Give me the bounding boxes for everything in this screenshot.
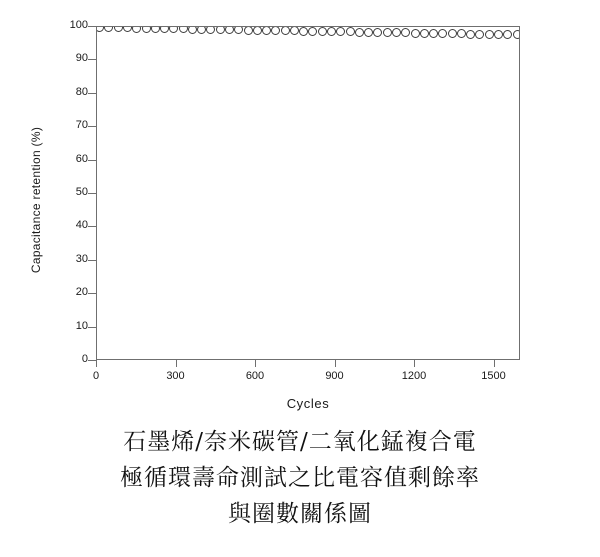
x-axis-tick: [255, 360, 256, 367]
y-axis-tick: [88, 226, 96, 227]
data-point-marker: [169, 27, 178, 33]
data-point-marker: [151, 27, 160, 33]
y-axis-tick: [88, 93, 96, 94]
y-axis-tick: [88, 327, 96, 328]
data-point-marker: [132, 27, 141, 33]
y-axis-tick: [88, 160, 96, 161]
data-point-marker: [234, 27, 243, 34]
data-point-marker: [225, 27, 234, 34]
data-point-marker: [494, 30, 503, 39]
data-point-marker: [513, 30, 519, 39]
y-axis-tick-label: 20: [75, 286, 88, 299]
caption-line-1: 石墨烯/奈米碳管/二氧化錳複合電: [123, 429, 477, 455]
data-point-marker: [206, 27, 215, 34]
data-point-marker: [179, 27, 188, 33]
data-point-marker: [262, 27, 271, 35]
data-point-marker: [188, 27, 197, 34]
data-point-marker: [346, 27, 355, 36]
caption-line-2: 極循環壽命測試之比電容值剩餘率: [120, 465, 480, 491]
y-axis-tick-label: 30: [75, 252, 88, 265]
data-point-marker: [448, 29, 457, 38]
data-point-marker: [104, 27, 113, 32]
x-axis-tick: [494, 360, 495, 367]
x-axis-tick-label: 0: [92, 370, 100, 382]
y-axis-tick-label: 40: [75, 219, 88, 232]
x-axis-tick-label: 300: [166, 370, 185, 382]
data-point-marker: [142, 27, 151, 33]
y-axis-tick: [88, 293, 96, 294]
caption-line-3: 與圈數關係圖: [228, 501, 372, 527]
plot-frame: [96, 26, 520, 360]
data-point-marker: [475, 30, 484, 39]
data-point-marker: [364, 28, 373, 37]
data-point-marker: [438, 29, 447, 38]
data-point-marker: [244, 27, 253, 35]
data-point-marker: [308, 27, 317, 36]
data-point-marker: [197, 27, 206, 34]
data-point-marker: [97, 27, 104, 32]
data-point-marker: [429, 29, 438, 38]
data-point-marker: [290, 27, 299, 35]
data-point-marker: [457, 29, 466, 38]
y-axis-tick-label: 50: [75, 186, 88, 198]
x-axis-tick: [335, 360, 336, 367]
data-point-marker: [392, 28, 401, 37]
y-axis-tick-label: 80: [75, 85, 88, 98]
data-point-marker: [318, 27, 327, 36]
y-axis-tick-label: 70: [75, 119, 88, 132]
plot-area: [97, 27, 519, 359]
data-point-marker: [485, 30, 494, 39]
x-axis-tick-label: 900: [325, 370, 344, 382]
data-point-marker: [253, 27, 262, 35]
y-axis-tick-label: 0: [81, 353, 88, 365]
data-point-marker: [383, 28, 392, 37]
data-point-marker: [373, 28, 382, 37]
figure-caption: [0, 424, 600, 532]
data-point-marker: [327, 27, 336, 36]
data-point-marker: [466, 30, 475, 39]
y-axis-tick-label: 100: [69, 19, 88, 31]
data-point-marker: [420, 29, 429, 38]
x-axis-title: Cycles: [286, 396, 330, 411]
data-point-marker: [411, 29, 420, 38]
data-point-marker: [281, 27, 290, 35]
data-point-marker: [355, 28, 364, 37]
data-point-marker: [216, 27, 225, 34]
data-point-marker: [503, 30, 512, 39]
data-point-marker: [299, 27, 308, 36]
data-point-marker: [123, 27, 132, 32]
x-axis-tick-label: 1500: [481, 370, 506, 382]
y-axis-tick: [88, 193, 96, 194]
y-axis-tick: [88, 260, 96, 261]
x-axis-tick: [176, 360, 177, 367]
data-point-marker: [336, 27, 345, 36]
y-axis-tick: [88, 126, 96, 127]
x-axis-tick-label: 600: [245, 370, 265, 382]
data-point-marker: [160, 27, 169, 33]
y-axis-title: Capacitance retention (%): [29, 126, 43, 274]
x-axis-tick-label: 1200: [401, 370, 427, 382]
y-axis-tick-label: 90: [75, 52, 88, 65]
y-axis-tick: [88, 26, 96, 27]
data-point-marker: [114, 27, 123, 32]
y-axis-tick-label: 10: [75, 319, 88, 332]
y-axis-tick-label: 60: [75, 152, 88, 165]
data-point-marker: [271, 27, 280, 35]
data-point-marker: [401, 28, 410, 37]
x-axis-tick: [414, 360, 415, 367]
y-axis-tick: [88, 360, 96, 361]
y-axis-tick: [88, 59, 96, 60]
x-axis-tick: [96, 360, 97, 367]
